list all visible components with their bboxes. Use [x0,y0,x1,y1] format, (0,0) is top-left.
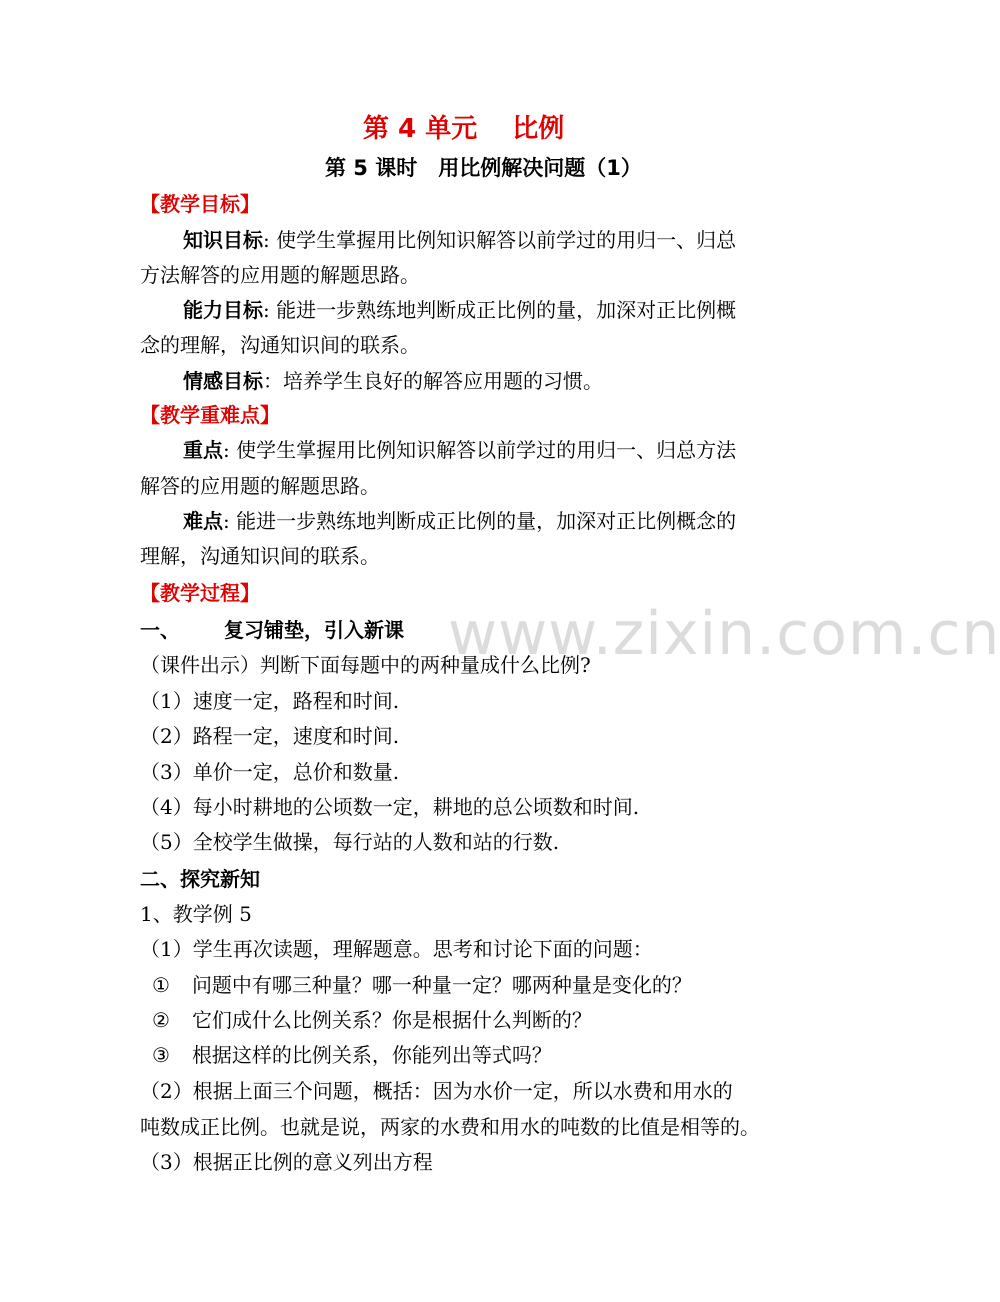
goal-ability-text: : 能进一步熟练地判断成正比例的量，加深对正比例概 [263,298,737,322]
difficulty-line-2: 理解，沟通知识间的联系。 [140,544,380,568]
list-item: （5）全校学生做操，每行站的人数和站的行数. [140,830,560,854]
goal-knowledge-label: 知识目标 [183,228,263,252]
goal-knowledge-line-2: 方法解答的应用题的解题思路。 [140,263,420,287]
question-item [152,1007,592,1033]
key-line-2: 解答的应用题的解题思路。 [140,474,380,498]
process-heading: 【教学过程】 [140,581,260,605]
difficulty-label: 难点 [183,509,223,533]
part1-heading-text: 复习铺垫，引入新课 [224,618,404,642]
goal-ability-label: 能力目标 [183,298,263,322]
part1-heading-num: 一、 [140,618,180,642]
question-number: ② [152,1008,170,1032]
step3-text: （3）根据正比例的意义列出方程 [140,1150,433,1174]
question-number: ③ [152,1043,170,1067]
goal-ability-line-2: 念的理解，沟通知识间的联系。 [140,333,420,357]
list-item: （2）路程一定，速度和时间. [140,724,400,748]
key-text: : 使学生掌握用比例知识解答以前学过的用归一、归总方法 [223,438,737,462]
question-item [152,1042,552,1068]
goal-knowledge-text: : 使学生掌握用比例知识解答以前学过的用归一、归总 [263,228,737,252]
question-text: 根据这样的比例关系，你能列出等式吗？ [191,1043,552,1067]
key-line-1 [183,437,736,463]
part1-heading [140,617,404,643]
list-item: （1）速度一定，路程和时间. [140,689,400,713]
question-item [152,972,692,998]
key-label: 重点 [183,438,223,462]
step2-line-1: （2）根据上面三个问题，概括：因为水价一定，所以水费和用水的 [140,1079,733,1103]
lesson-subtitle: 第 5 课时 用比例解决问题（1） [325,156,642,180]
question-text: 它们成什么比例关系？你是根据什么判断的？ [191,1008,592,1032]
goal-emotion-label: 情感目标 [183,369,263,393]
goal-emotion-text: ：培养学生良好的解答应用题的习惯。 [263,369,603,393]
watermark: www.zixin.com.cn [448,599,1000,669]
goal-emotion-line [183,368,603,394]
part2-heading: 二、探究新知 [140,867,260,891]
goals-heading: 【教学目标】 [140,192,260,216]
step2-line-2: 吨数成正比例。也就是说，两家的水费和用水的吨数的比值是相等的。 [140,1115,760,1139]
question-number: ① [152,973,170,997]
example-label: 1、教学例 5 [140,902,252,926]
question-text: 问题中有哪三种量？哪一种量一定？哪两种量是变化的？ [191,973,692,997]
unit-title: 第 4 单元 比例 [363,114,565,144]
list-item: （4）每小时耕地的公顷数一定，耕地的总公顷数和时间. [140,795,640,819]
goal-knowledge-line-1 [183,227,736,253]
goal-ability-line-1 [183,297,736,323]
difficulty-text: : 能进一步熟练地判断成正比例的量，加深对正比例概念的 [223,509,737,533]
difficulty-line-1 [183,508,736,534]
list-item: （3）单价一定，总价和数量. [140,760,400,784]
step1-text: （1）学生再次读题，理解题意。思考和讨论下面的问题： [140,937,653,961]
part1-intro: （课件出示）判断下面每题中的两种量成什么比例? [140,653,591,677]
keypoints-heading: 【教学重难点】 [140,403,280,427]
